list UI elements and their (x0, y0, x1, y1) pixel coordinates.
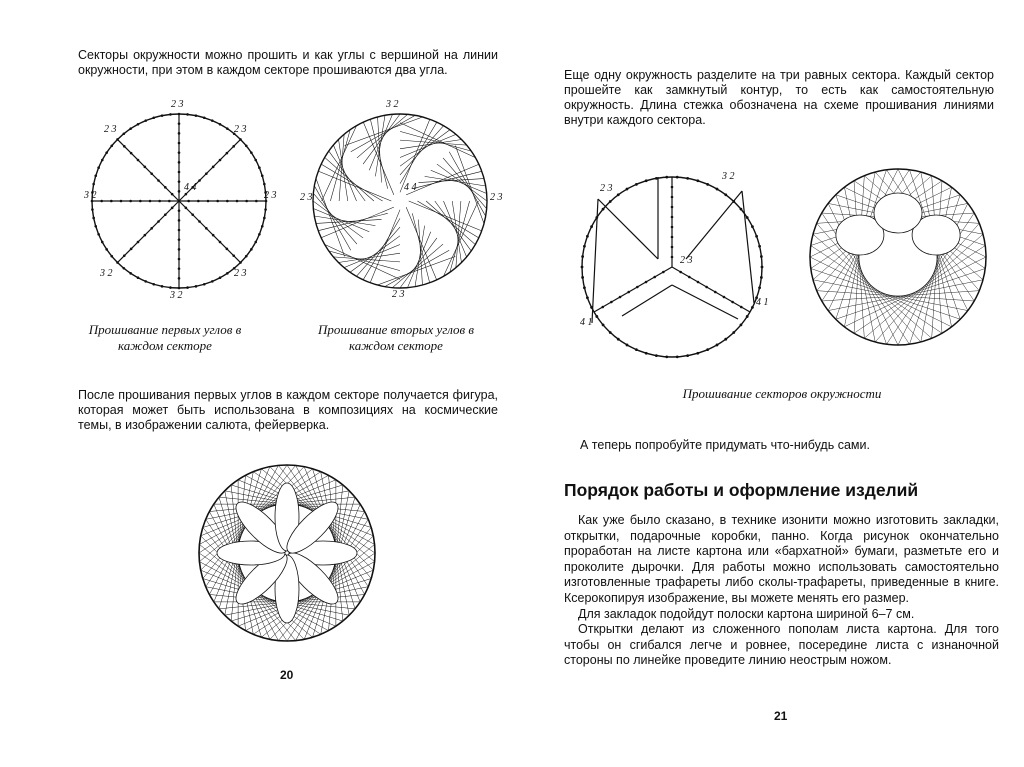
fig2-label-right: 2 3 (490, 192, 503, 203)
section-heading: Порядок работы и оформление изделий (564, 480, 919, 500)
caption-first-angles: Прошивание первых углов в каждом секторе (88, 322, 242, 353)
fig3-label-bottom-right: 4 1 (756, 297, 769, 308)
figure-three-sectors (562, 163, 782, 363)
fig2-label-left: 2 3 (300, 192, 313, 203)
fig3-label-top-right: 3 2 (722, 171, 735, 182)
fig1-label-bottom-left: 3 2 (100, 268, 113, 279)
left-intro-text: Секторы окружности можно прошить и как углы с вершиной на линии окружности, при этом в каждом секторе прошиваются два угла. (78, 48, 498, 77)
fig1-label-left: 3 2 (84, 190, 97, 201)
right-page (512, 0, 1024, 767)
figure-three-sectors-stitched (806, 165, 990, 349)
right-intro-text: Еще одну окружность разделите на три равных сектора. Каждый сектор прошейте как замкнутый контур, то есть как самостоятельную окружность. Длина стежка обозначена на схеме прошивания линиями внутри каждого сектора. (564, 68, 994, 127)
fig1-label-top-right: 2 3 (234, 124, 247, 135)
fig1-label-bottom-right: 2 3 (234, 268, 247, 279)
left-after-text: После прошивания первых углов в каждом секторе получается фигура, которая может быть использована в композициях на космические темы, в изображении салюта, фейерверка. (78, 388, 498, 432)
prompt-text: А теперь попробуйте придумать что-нибудь сами. (580, 438, 870, 452)
section-paragraph: Как уже было сказано, в технике изонити можно изготовить закладки, открытки, подарочные коробки, панно. Когда рисунок окончательно проработан на листе картона или «бархатной» бумаги, разметьте его и проколите дырочки. Для работы можно использовать самостоятельно изготовленные трафареты либо сколы-трафареты, приведенные в книге. Ксерокопируя изображение, вы можете менять его размер. (564, 513, 999, 605)
fig1-label-top-left: 2 3 (104, 124, 117, 135)
figure-flower (192, 458, 382, 648)
fig2-label-bottom: 2 3 (392, 289, 405, 300)
right-page-number: 21 (774, 709, 788, 723)
fig3-label-top-left: 2 3 (600, 183, 613, 194)
fig1-label-bottom: 3 2 (170, 290, 183, 301)
figure-first-angles (84, 98, 277, 301)
fig1-label-center: 4 4 (184, 182, 197, 193)
fig1-label-right: 2 3 (264, 190, 277, 201)
fig3-label-center: 2 3 (680, 255, 693, 266)
figure-second-angles (300, 98, 503, 300)
section-body (564, 513, 999, 669)
caption-second-angles: Прошивание вторых углов в каждом секторе (317, 322, 475, 353)
caption-three-sectors: Прошивание секторов окружности (682, 386, 882, 401)
section-paragraph: Открытки делают из сложенного пополам листа картона. Для того чтобы он сгибался легче и ровнее, посередине листа с изнаночной стороны по линейке проведите линию неострым ножом. (564, 622, 999, 668)
fig1-label-top: 2 3 (171, 99, 184, 110)
fig2-label-top: 3 2 (386, 99, 399, 110)
left-page-number: 20 (280, 668, 294, 682)
section-paragraph: Для закладок подойдут полоски картона шириной 6–7 см. (578, 606, 915, 621)
fig2-label-center: 4 4 (404, 182, 417, 193)
fig3-label-bottom-left: 4 1 (580, 317, 593, 328)
